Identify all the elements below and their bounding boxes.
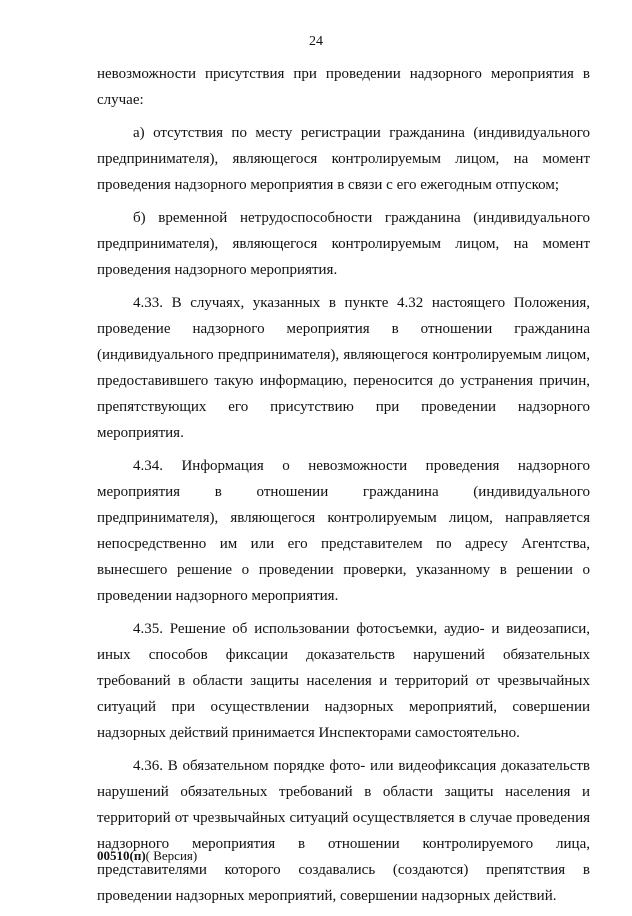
footer-version: ( Версия) <box>145 848 198 863</box>
footer-code <box>97 848 197 864</box>
paragraph-4-34: 4.34. Информация о невозможности проведения надзорного мероприятия в отношении гражданина (индивидуального предпринимателя), являющегося контролируемым лицом, направляется непосредственно им или его представителем по адресу Агентства, вынесшего решение о проведении проверки, указанному в решении о проведении надзорного мероприятия. <box>97 458 590 604</box>
paragraph-4-35: 4.35. Решение об использовании фотосъемки, аудио- и видеозаписи, иных способов фиксации доказательств нарушений обязательных требований в области защиты населения и территорий от чрезвычайных ситуаций при осуществлении надзорных мероприятий, совершении надзорных действий принимается Инспекторами самостоятельно. <box>97 621 590 741</box>
paragraph-4-33: 4.33. В случаях, указанных в пункте 4.32 настоящего Положения, проведение надзорного мероприятия в отношении гражданина (индивидуального предпринимателя), являющегося контролируемым лицом, предоставившего такую информацию, переносится до устранения причин, препятствующих его присутствию при проведении надзорного мероприятия. <box>97 295 590 441</box>
paragraph-item-a: а) отсутствия по месту регистрации гражданина (индивидуального предпринимателя), являющегося контролируемым лицом, на момент проведения надзорного мероприятия в связи с его ежегодным отпуском; <box>97 125 590 193</box>
document-body <box>97 61 590 916</box>
paragraph-item-b: б) временной нетрудоспособности гражданина (индивидуального предпринимателя), являющегося контролируемым лицом, на момент проведения надзорного мероприятия. <box>97 210 590 278</box>
footer-document-code: 00510(п) <box>97 848 146 863</box>
page-number: 24 <box>309 34 323 49</box>
paragraph-continuation: невозможности присутствия при проведении надзорного мероприятия в случае: <box>97 66 590 108</box>
paragraph-4-36: 4.36. В обязательном порядке фото- или видеофиксация доказательств нарушений обязательных требований в области защиты населения и территорий от чрезвычайных ситуаций осуществляется в случае проведения надзорного мероприятия в отношении контролируемого лица, представителями которого создавались (создаются) препятствия в проведении надзорных мероприятий, совершении надзорных действий. <box>97 758 590 904</box>
